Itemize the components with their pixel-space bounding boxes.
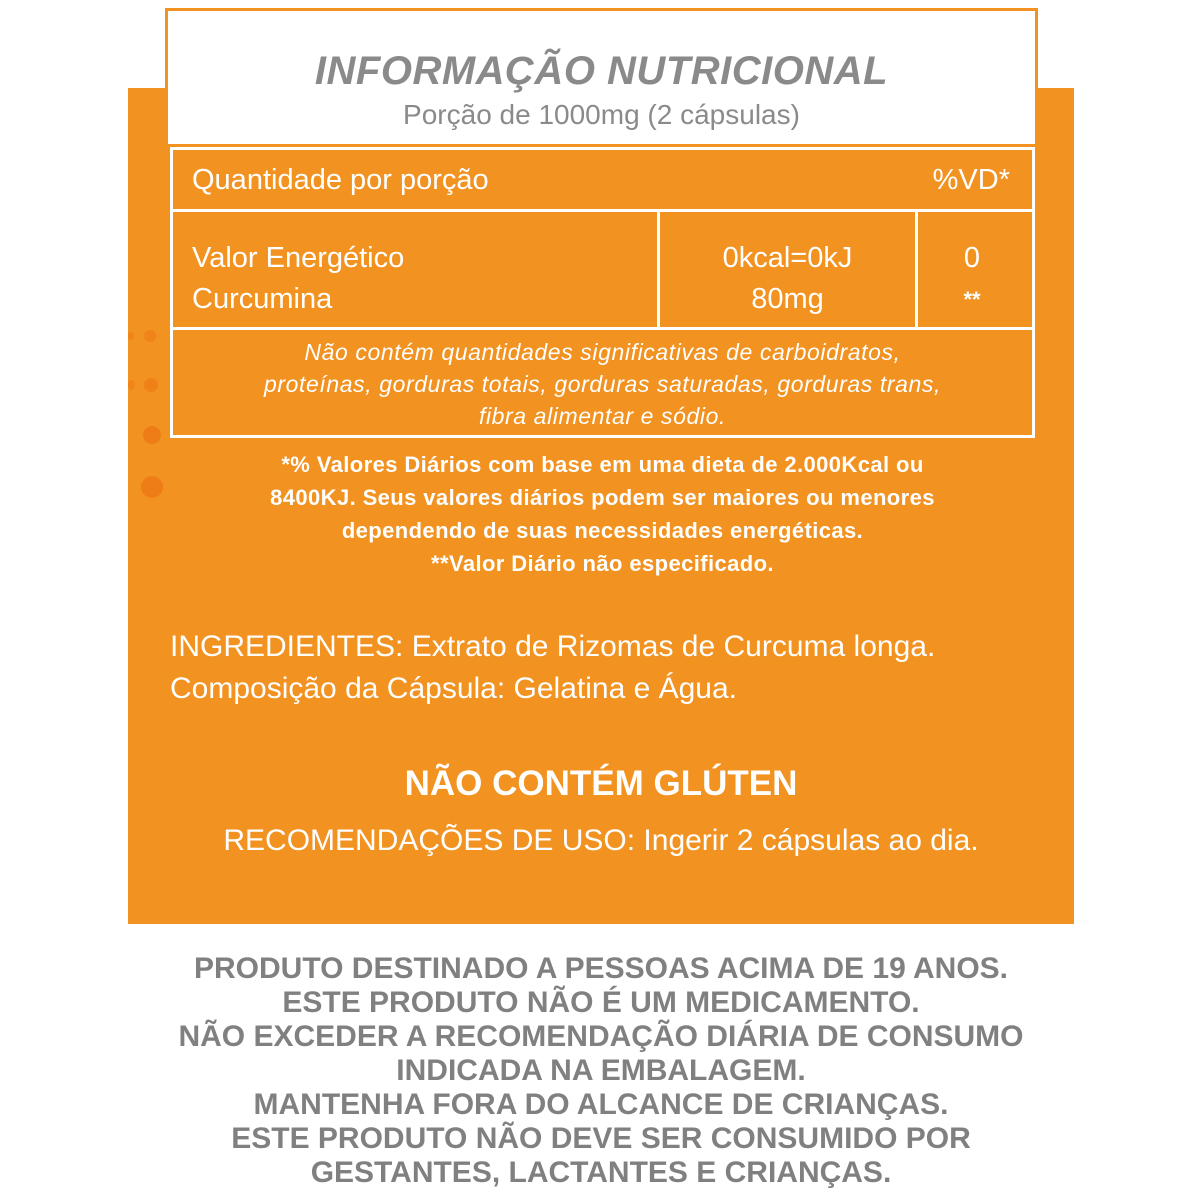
decorative-dot (143, 426, 161, 444)
nutrient-daily-value: ** (963, 287, 981, 312)
warning-line: ESTE PRODUTO NÃO DEVE SER CONSUMIDO POR (231, 1122, 971, 1155)
nutrition-table (170, 147, 1035, 438)
decorative-dot (144, 378, 158, 392)
warning-line: GESTANTES, LACTANTES E CRIANÇAS. (310, 1156, 892, 1189)
nutrient-amount: 0kcal=0kJ (722, 242, 853, 274)
warning-line: MANTENHA FORA DO ALCANCE DE CRIANÇAS. (253, 1088, 949, 1121)
nutrient-name: Valor Energético (192, 242, 405, 274)
daily-value-label: %VD* (932, 164, 1010, 196)
decorative-dot (128, 380, 135, 390)
table-header-row (173, 150, 1032, 212)
warning-line: PRODUTO DESTINADO A PESSOAS ACIMA DE 19 ANOS. (194, 952, 1008, 985)
ingredients-line: INGREDIENTES: Extrato de Rizomas de Curcuma longa. (170, 630, 936, 663)
nutrient-amount: 80mg (751, 283, 824, 315)
nutrient-name: Curcumina (192, 283, 333, 315)
decorative-dot (141, 476, 163, 498)
quantity-per-serving-label: Quantidade por porção (192, 164, 489, 196)
nutrient-daily-value: 0 (963, 242, 981, 274)
capsule-composition-line: Composição da Cápsula: Gelatina e Água. (170, 672, 738, 705)
usage-recommendation: RECOMENDAÇÕES DE USO: Ingerir 2 cápsulas ao dia. (223, 824, 979, 857)
table-values-row (173, 212, 1032, 330)
footnote-line: *% Valores Diários com base em uma dieta de 2.000Kcal ou (281, 452, 924, 477)
nutrient-names (192, 238, 404, 320)
footnote-line: dependendo de suas necessidades energéticas. (341, 518, 864, 543)
ingredients-block (170, 626, 1070, 710)
decorative-dot (144, 330, 156, 342)
decorative-dots (126, 322, 172, 512)
nutrient-daily-values (918, 238, 1026, 320)
nutrition-header (165, 8, 1038, 147)
note-line: fibra alimentar e sódio. (478, 403, 727, 429)
footnote-line: 8400KJ. Seus valores diários podem ser maiores ou menores (270, 485, 935, 510)
insignificant-amounts-note (173, 336, 1032, 432)
serving-size: Porção de 1000mg (2 cápsulas) (403, 99, 800, 130)
gluten-free-notice: NÃO CONTÉM GLÚTEN (404, 764, 798, 803)
warning-line: ESTE PRODUTO NÃO É UM MEDICAMENTO. (282, 986, 920, 1019)
note-line: Não contém quantidades significativas de carboidratos, (304, 339, 901, 365)
footnote-line: **Valor Diário não especificado. (431, 551, 774, 576)
note-line: proteínas, gorduras totais, gorduras saturadas, gorduras trans, (263, 371, 942, 397)
warnings-block (128, 952, 1074, 1190)
nutrient-amounts (660, 238, 915, 320)
warning-line: INDICADA NA EMBALAGEM. (396, 1054, 806, 1087)
nutrition-title: INFORMAÇÃO NUTRICIONAL (314, 49, 889, 93)
decorative-dot (128, 332, 134, 340)
warning-line: NÃO EXCEDER A RECOMENDAÇÃO DIÁRIA DE CONSUMO (178, 1020, 1024, 1053)
daily-value-footnote (170, 448, 1035, 580)
